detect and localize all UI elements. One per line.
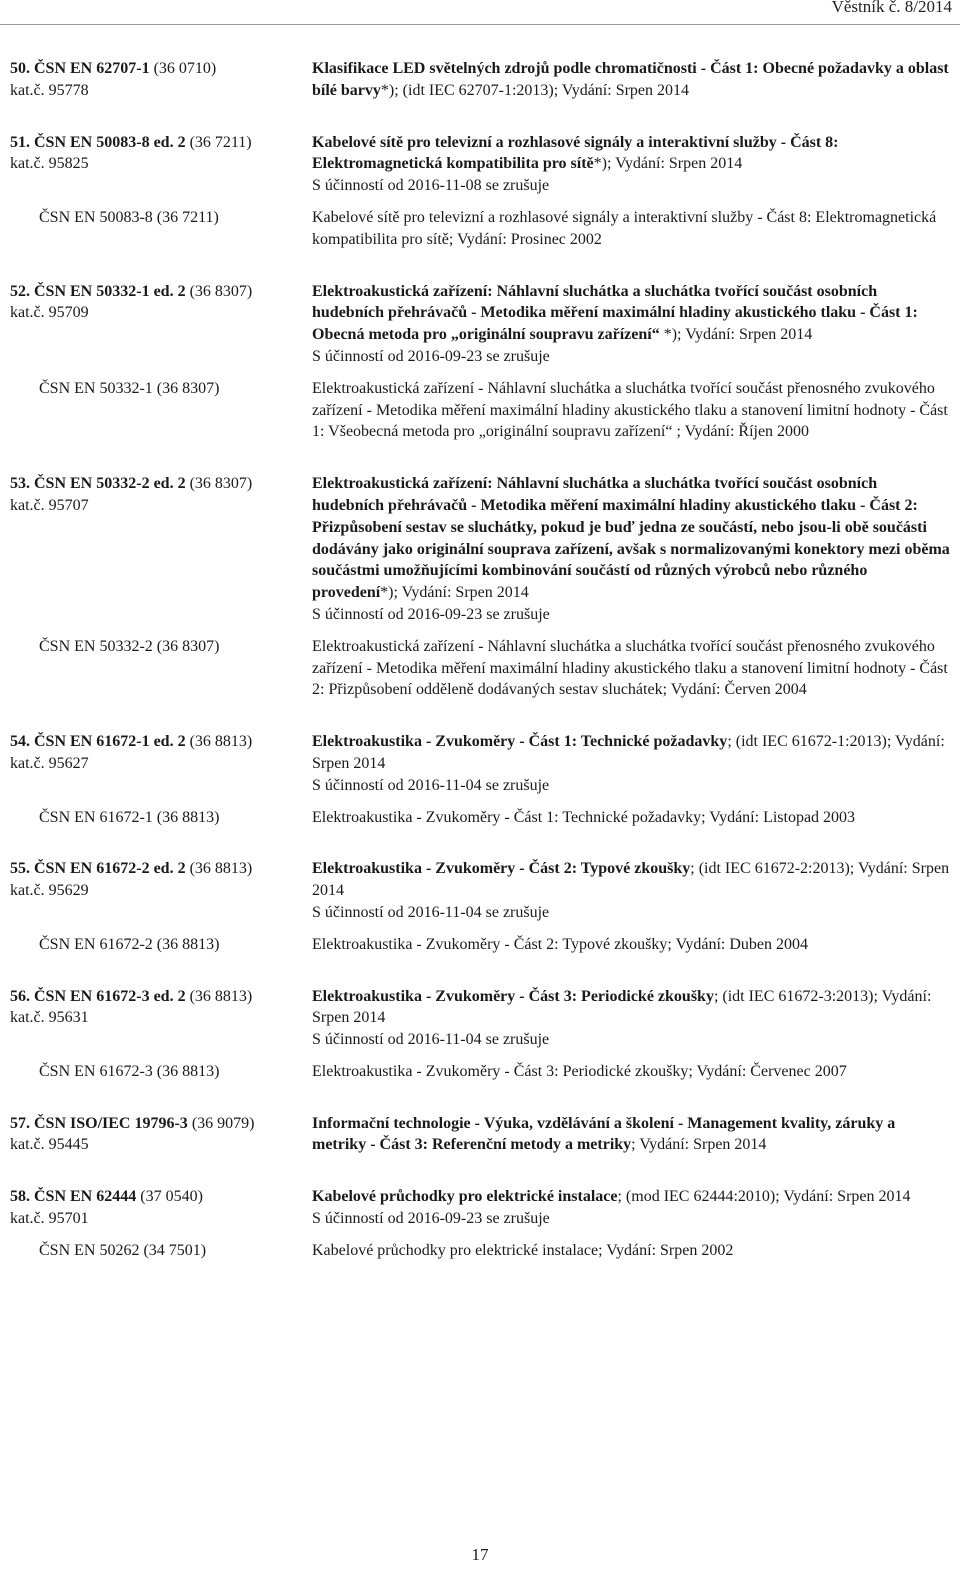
entry-title <box>312 281 950 368</box>
standard-entry <box>10 132 950 251</box>
standard-number: 53. ČSN EN 50332-2 ed. 2 <box>10 475 186 493</box>
standard-details: *); Vydání: Srpen 2014 <box>659 326 813 344</box>
replaced-standard-number: ČSN EN 61672-2 (36 8813) <box>39 935 220 953</box>
entry-title <box>312 58 950 102</box>
catalog-number: kat.č. 95445 <box>10 1136 89 1154</box>
entry-title <box>312 731 950 796</box>
standard-entry <box>10 281 950 444</box>
catalog-number: kat.č. 95778 <box>10 81 89 99</box>
standard-details: ; (idt IEC 61672-2:2013); Vydání: Srpen 2014 <box>312 860 950 900</box>
entry-main-row <box>10 986 950 1051</box>
replaced-standard-number: ČSN EN 61672-1 (36 8813) <box>39 808 220 826</box>
classification-code: (36 8307) <box>189 475 253 493</box>
replaced-standard-title: Elektroakustika - Zvukoměry - Část 3: Periodické zkoušky; Vydání: Červenec 2007 <box>312 1062 847 1080</box>
replaced-standard-number: ČSN EN 61672-3 (36 8813) <box>39 1062 220 1080</box>
standards-list <box>10 58 950 1292</box>
entry-title <box>312 1113 950 1157</box>
standard-title: Elektroakustika - Zvukoměry - Část 2: Typové zkoušky <box>312 860 691 878</box>
replaced-standard-title: Elektroakustická zařízení - Náhlavní sluchátka a sluchátka tvořící součást přenosného zvukového zařízení - Metodika měření maximální hladiny akustického tlaku a stanovení limitní hodnoty - Část 1: Všeobecná metoda pro „originální soupravu zařízení“ ; Vydání: Říjen 2000 <box>312 379 948 441</box>
withdrawal-note: S účinností od 2016-11-08 se zrušuje <box>312 177 550 195</box>
classification-code: (36 8307) <box>189 282 253 300</box>
withdrawal-note: S účinností od 2016-11-04 se zrušuje <box>312 903 550 921</box>
entry-title <box>312 986 950 1051</box>
header-divider <box>0 24 960 25</box>
entry-title <box>312 132 950 197</box>
catalog-number: kat.č. 95701 <box>10 1210 89 1228</box>
standard-title: Elektroakustická zařízení: Náhlavní sluchátka a sluchátka tvořící součást osobních hudebních přehrávačů - Metodika měření maximální hladiny akustického tlaku - Část 1: Obecná metoda pro „originální soupravu zařízení“ <box>312 282 918 344</box>
replaced-standard-row <box>10 207 950 251</box>
standard-details: ; (idt IEC 61672-1:2013); Vydání: Srpen 2014 <box>312 733 945 772</box>
entry-main-row <box>10 281 950 368</box>
standard-entry <box>10 986 950 1083</box>
standard-title: Elektroakustika - Zvukoměry - Část 3: Periodické zkoušky <box>312 987 714 1005</box>
standard-number: 57. ČSN ISO/IEC 19796-3 <box>10 1114 188 1132</box>
replaced-standard-title: Kabelové průchodky pro elektrické instalace; Vydání: Srpen 2002 <box>312 1241 734 1259</box>
entry-identifier <box>10 1113 312 1157</box>
standard-entry <box>10 58 950 102</box>
standard-details: *); Vydání: Srpen 2014 <box>593 155 743 173</box>
replaced-standard-row <box>10 1061 950 1083</box>
standard-title: Kabelové průchodky pro elektrické instalace <box>312 1188 618 1206</box>
entry-identifier <box>10 1186 312 1230</box>
replaced-standard-number: ČSN EN 50262 (34 7501) <box>39 1241 207 1259</box>
withdrawal-note: S účinností od 2016-09-23 se zrušuje <box>312 1210 550 1228</box>
journal-title: Věstník č. 8/2014 <box>831 0 952 16</box>
standard-number: 55. ČSN EN 61672-2 ed. 2 <box>10 860 186 878</box>
entry-title <box>312 473 950 626</box>
standard-title: Kabelové sítě pro televizní a rozhlasové signály a interaktivní služby - Část 8: Elektromagnetická kompatibilita pro sítě <box>312 133 839 173</box>
withdrawal-note: S účinností od 2016-09-23 se zrušuje <box>312 347 550 365</box>
classification-code: (37 0540) <box>140 1188 203 1206</box>
entry-identifier <box>10 132 312 197</box>
standard-entry <box>10 1113 950 1157</box>
catalog-number: kat.č. 95629 <box>10 882 89 900</box>
standard-title: Elektroakustika - Zvukoměry - Část 1: Technické požadavky <box>312 733 728 751</box>
entry-main-row <box>10 1113 950 1157</box>
standard-entry <box>10 473 950 701</box>
page-header <box>0 0 960 22</box>
entry-main-row <box>10 473 950 626</box>
classification-code: (36 9079) <box>191 1114 255 1132</box>
standard-number: 56. ČSN EN 61672-3 ed. 2 <box>10 987 186 1005</box>
standard-title: Klasifikace LED světelných zdrojů podle chromatičnosti - Část 1: Obecné požadavky a oblast bílé barvy <box>312 60 949 99</box>
page-number: 17 <box>471 1545 489 1564</box>
entry-identifier <box>10 986 312 1051</box>
entry-title <box>312 858 950 923</box>
standard-title: Informační technologie - Výuka, vzdělávání a školení - Management kvality, záruky a metriky - Část 3: Referenční metody a metriky <box>312 1114 896 1154</box>
withdrawal-note: S účinností od 2016-11-04 se zrušuje <box>312 776 550 794</box>
standard-number: 58. ČSN EN 62444 <box>10 1188 137 1206</box>
standard-entry <box>10 1186 950 1261</box>
replaced-standard-number: ČSN EN 50332-1 (36 8307) <box>39 379 220 397</box>
catalog-number: kat.č. 95709 <box>10 304 89 322</box>
replaced-standard-title: Kabelové sítě pro televizní a rozhlasové signály a interaktivní služby - Část 8: Elektromagnetická kompatibilita pro sítě; Vydání: Prosinec 2002 <box>312 208 937 248</box>
entry-main-row <box>10 858 950 923</box>
standard-details: ; (idt IEC 61672-3:2013); Vydání: Srpen 2014 <box>312 987 932 1027</box>
standard-details: ; (mod IEC 62444:2010); Vydání: Srpen 2014 <box>617 1188 911 1206</box>
entry-title <box>312 1186 950 1230</box>
standard-number: 54. ČSN EN 61672-1 ed. 2 <box>10 733 186 751</box>
replaced-standard-title: Elektroakustika - Zvukoměry - Část 1: Technické požadavky; Vydání: Listopad 2003 <box>312 808 856 826</box>
entry-identifier <box>10 473 312 626</box>
replaced-standard-number: ČSN EN 50083-8 (36 7211) <box>39 208 219 226</box>
catalog-number: kat.č. 95825 <box>10 155 89 173</box>
entry-identifier <box>10 858 312 923</box>
replaced-standard-title: Elektroakustická zařízení - Náhlavní sluchátka a sluchátka tvořící součást přenosného zvukového zařízení - Metodika měření maximální hladiny akustického tlaku a stanovení limitní hodnoty - Část 2: Přizpůsobení odděleně dodávaných sestav sluchátek; Vydání: Červen 2004 <box>312 637 948 699</box>
standard-number: 51. ČSN EN 50083-8 ed. 2 <box>10 133 186 151</box>
replaced-standard-row <box>10 807 950 829</box>
standard-details: ; Vydání: Srpen 2014 <box>631 1136 767 1154</box>
entry-identifier <box>10 58 312 102</box>
replaced-standard-number: ČSN EN 50332-2 (36 8307) <box>39 637 220 655</box>
replaced-standard-row <box>10 378 950 443</box>
standard-number: 50. ČSN EN 62707-1 <box>10 60 150 77</box>
standard-details: *); (idt IEC 62707-1:2013); Vydání: Srpen 2014 <box>380 81 690 99</box>
standard-entry <box>10 731 950 828</box>
catalog-number: kat.č. 95707 <box>10 496 89 514</box>
replaced-standard-row <box>10 1240 950 1262</box>
classification-code: (36 8813) <box>189 733 253 751</box>
entry-identifier <box>10 281 312 368</box>
catalog-number: kat.č. 95627 <box>10 754 89 772</box>
withdrawal-note: S účinností od 2016-11-04 se zrušuje <box>312 1031 550 1049</box>
entry-main-row <box>10 132 950 197</box>
standard-number: 52. ČSN EN 50332-1 ed. 2 <box>10 282 186 300</box>
entry-main-row <box>10 1186 950 1230</box>
standard-title: Elektroakustická zařízení: Náhlavní sluchátka a sluchátka tvořící součást osobních hudebních přehrávačů - Metodika měření maximální hladiny akustického tlaku - Část 2: Přizpůsobení sestav se sluchátky, pokud je buď jedna ze součástí, nebo jsou-li obě součásti dodávány jako originální souprava zařízení, avšak s normalizovanými konektory mezi oběma součástmi umožňujícími kombinování součástí od různých výrobců nebo různého provedení <box>312 475 950 602</box>
standard-details: *); Vydání: Srpen 2014 <box>380 584 529 602</box>
replaced-standard-row <box>10 934 950 956</box>
classification-code: (36 0710) <box>153 60 217 77</box>
entry-identifier <box>10 731 312 796</box>
catalog-number: kat.č. 95631 <box>10 1009 89 1027</box>
withdrawal-note: S účinností od 2016-09-23 se zrušuje <box>312 605 550 623</box>
entry-main-row <box>10 731 950 796</box>
classification-code: (36 8813) <box>189 987 253 1005</box>
replaced-standard-row <box>10 636 950 701</box>
standard-entry <box>10 858 950 955</box>
replaced-standard-title: Elektroakustika - Zvukoměry - Část 2: Typové zkoušky; Vydání: Duben 2004 <box>312 935 808 953</box>
classification-code: (36 8813) <box>189 860 253 878</box>
classification-code: (36 7211) <box>189 133 252 151</box>
entry-main-row <box>10 58 950 102</box>
